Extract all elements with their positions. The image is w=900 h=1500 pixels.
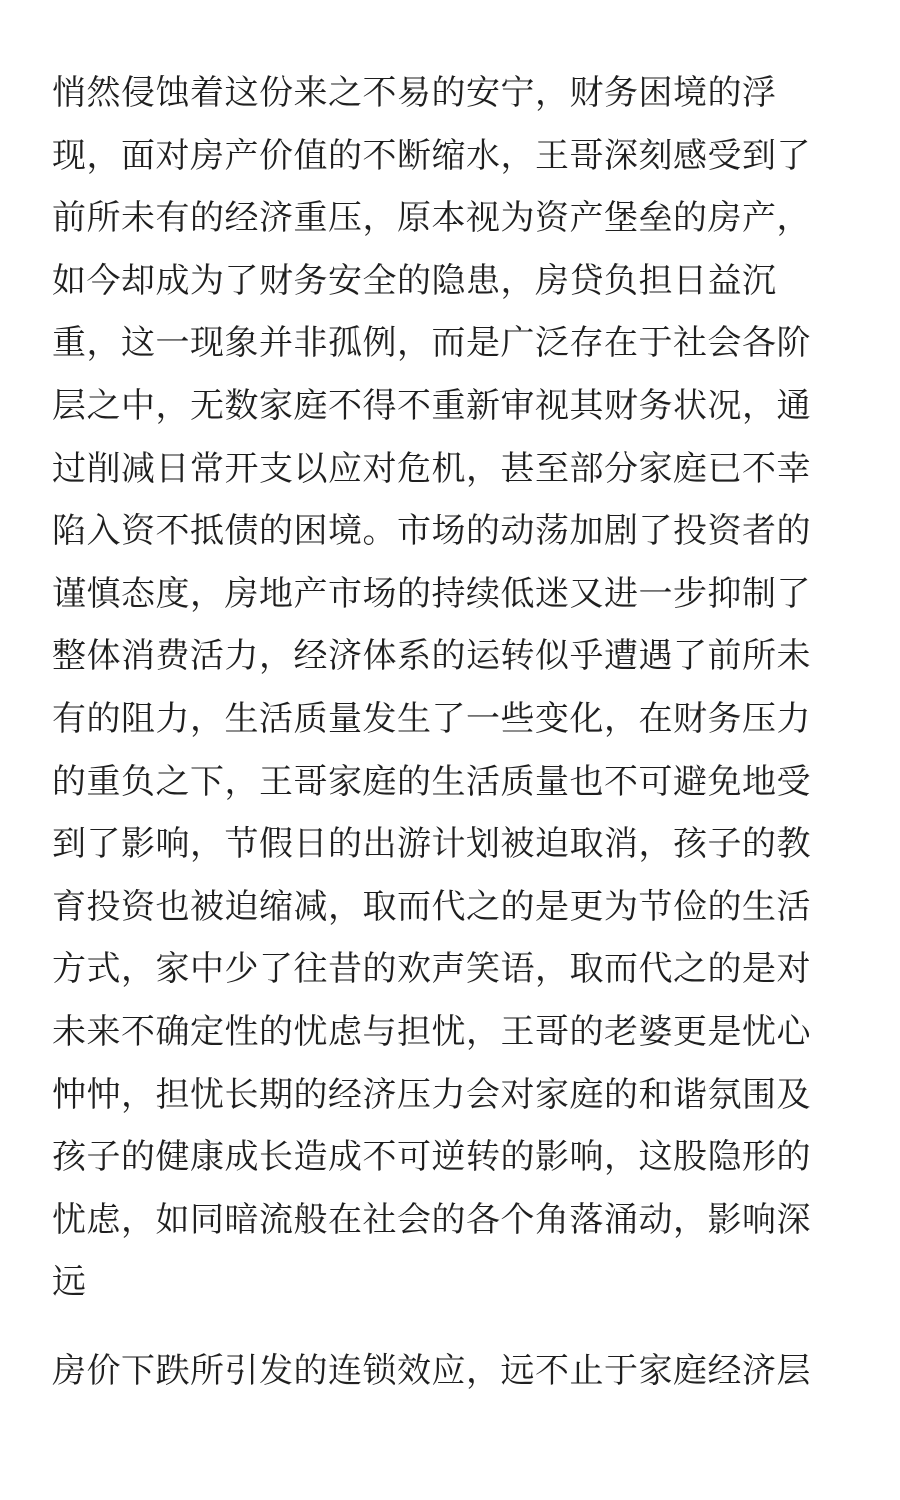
text-line: 到了影响，节假日的出游计划被迫取消，孩子的教 xyxy=(52,824,811,865)
text-line: 方式，家中少了往昔的欢声笑语，取而代之的是对 xyxy=(52,949,811,990)
paragraph-1 xyxy=(52,62,852,1314)
text-line: 的重负之下，王哥家庭的生活质量也不可避免地受 xyxy=(52,761,811,802)
text-line: 忧虑，如同暗流般在社会的各个角落涌动，影响深 xyxy=(52,1199,811,1240)
article-body xyxy=(52,62,852,1402)
text-line: 现，面对房产价值的不断缩水，王哥深刻感受到了 xyxy=(52,135,811,176)
paragraph-spacer xyxy=(52,1314,852,1340)
text-line: 房价下跌所引发的连锁效应，远不止于家庭经济层 xyxy=(52,1350,811,1391)
text-line: 层之中，无数家庭不得不重新审视其财务状况，通 xyxy=(52,385,811,426)
text-line: 孩子的健康成长造成不可逆转的影响，这股隐形的 xyxy=(52,1137,811,1178)
text-line: 前所未有的经济重压，原本视为资产堡垒的房产， xyxy=(52,198,811,239)
text-line: 陷入资不抵债的困境。市场的动荡加剧了投资者的 xyxy=(52,511,811,552)
text-line: 未来不确定性的忧虑与担忧，王哥的老婆更是忧心 xyxy=(52,1011,811,1052)
text-line: 忡忡，担忧长期的经济压力会对家庭的和谐氛围及 xyxy=(52,1074,811,1115)
text-line: 谨慎态度，房地产市场的持续低迷又进一步抑制了 xyxy=(52,573,811,614)
text-line: 过削减日常开支以应对危机，甚至部分家庭已不幸 xyxy=(52,448,811,489)
text-line: 悄然侵蚀着这份来之不易的安宁，财务困境的浮 xyxy=(52,73,777,113)
text-line: 重，这一现象并非孤例，而是广泛存在于社会各阶 xyxy=(52,323,811,364)
paragraph-2 xyxy=(52,1340,852,1403)
text-line: 整体消费活力，经济体系的运转似乎遭遇了前所未 xyxy=(52,636,811,677)
text-line: 有的阻力，生活质量发生了一些变化，在财务压力 xyxy=(52,698,811,739)
text-line: 育投资也被迫缩减，取而代之的是更为节俭的生活 xyxy=(52,886,811,927)
text-line: 远 xyxy=(52,1262,87,1303)
text-line: 如今却成为了财务安全的隐患，房贷负担日益沉 xyxy=(52,260,777,301)
